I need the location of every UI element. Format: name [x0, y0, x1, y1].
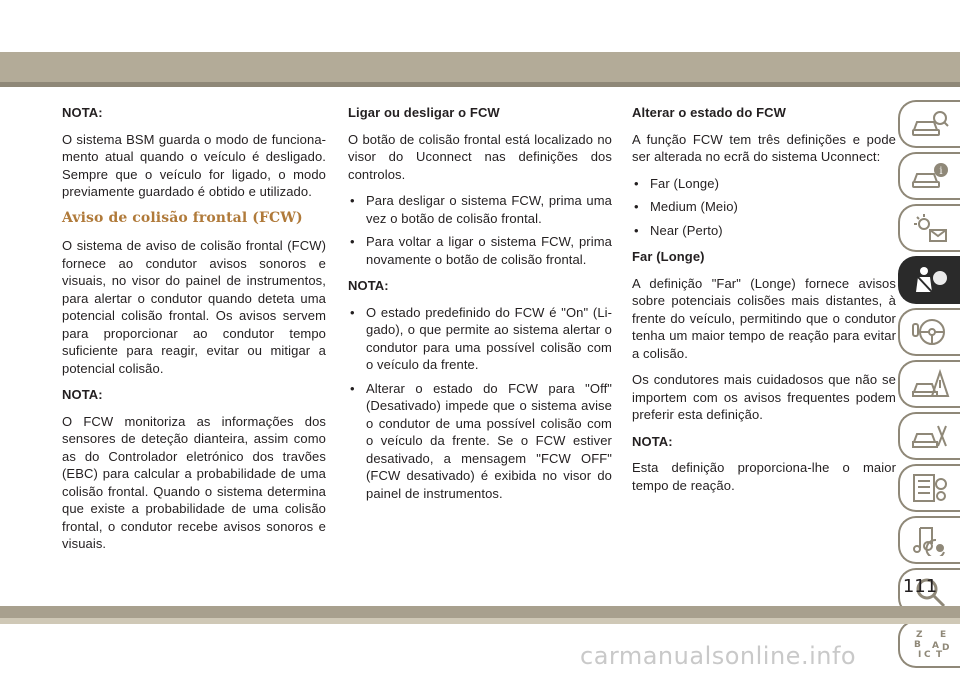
list-item-text: Near (Perto) [650, 222, 723, 238]
list-item-text: O estado predefinido do FCW é "On" (Ligado), o que permite ao sistema alertar o condutor para uma possível colisão com o veículo da frente. [366, 304, 612, 372]
top-band [0, 52, 960, 82]
list-item [348, 380, 612, 503]
list-item [632, 175, 896, 193]
bullet-icon: • [634, 222, 639, 238]
bottom-band [0, 606, 960, 618]
subheading: Alterar o estado do FCW [632, 105, 786, 120]
list-item [348, 304, 612, 374]
safety-airbag-icon [910, 264, 950, 296]
svg-text:Z: Z [916, 630, 923, 640]
svg-text:B: B [914, 640, 921, 650]
list-item [348, 192, 612, 227]
list-item [348, 233, 612, 268]
tab-car-search[interactable] [898, 100, 960, 148]
nota-label: NOTA: [348, 278, 389, 293]
maintenance-checklist-icon [910, 472, 950, 504]
alphabet-index-icon [910, 628, 950, 660]
bullet-icon: • [350, 304, 355, 320]
roadside-warning-icon [910, 368, 950, 400]
car-search-icon [910, 108, 950, 140]
bullet-icon: • [350, 234, 355, 249]
tab-roadside[interactable] [898, 360, 960, 408]
car-service-icon [910, 420, 950, 452]
svg-text:A: A [932, 641, 939, 651]
list-item [632, 198, 896, 216]
svg-text:C: C [924, 650, 931, 660]
bullet-icon: • [350, 193, 355, 208]
bullet-list [348, 192, 612, 268]
subheading: Far (Longe) [632, 249, 705, 264]
paragraph: Os condutores mais cuidadosos que não se importem com os avisos frequentes podem preferir esta definição. [632, 372, 896, 422]
nota-text: O FCW monitoriza as informações dos sensores de deteção dianteira, assim como as do Controlador eletrónico dos travões (EBC) para calcular a probabilidade de uma colisão frontal. Quando o sistema determina que existe a probabilidade de uma colisão frontal, o condutor recebe avisos sonoros e visuais. [62, 413, 326, 551]
section-heading: Aviso de colisão frontal (FCW) [62, 209, 303, 226]
list-item-text: Para voltar a ligar o sistema FCW, prima novamente o botão de colisão frontal. [366, 234, 612, 267]
bullet-icon: • [634, 199, 639, 214]
nota-text: Esta definição proporciona-lhe o maior tempo de reação. [632, 460, 896, 493]
tab-car-info[interactable] [898, 152, 960, 200]
steering-wheel-icon [910, 316, 950, 348]
svg-text:D: D [942, 643, 950, 653]
warning-lights-icon [910, 212, 950, 244]
list-item [632, 222, 896, 240]
page-number: 111 [902, 576, 938, 597]
nota-label: NOTA: [62, 387, 103, 402]
svg-text:i: i [939, 166, 943, 177]
paragraph: A definição "Far" (Longe) fornece avisos sobre potenciais colisões mais distantes, à frente do veículo, permitindo que o condutor tenha um maior tempo de reação para evitar a colisão. [632, 275, 896, 361]
nota-text: O sistema BSM guarda o modo de funcionamento atual quando o veículo é desligado. Sempre que o veículo for ligado, o modo previamente guardado é obtido e utilizado. [62, 131, 326, 199]
bullet-list [632, 175, 896, 240]
bullet-icon: • [634, 175, 639, 191]
tab-steering[interactable] [898, 308, 960, 356]
multimedia-icon [910, 524, 950, 556]
bullet-list [348, 304, 612, 503]
svg-text:I: I [918, 650, 922, 660]
car-info-icon [910, 160, 950, 192]
tab-alphabet-index[interactable] [898, 620, 960, 668]
tab-warning-lights[interactable] [898, 204, 960, 252]
paragraph: A função FCW tem três definições e pode ser alterada no ecrã do sistema Uconnect: [632, 131, 896, 164]
list-item-text: Para desligar o sistema FCW, prima uma vez o botão de colisão frontal. [366, 193, 612, 226]
top-band-shadow [0, 82, 960, 87]
tab-car-service[interactable] [898, 412, 960, 460]
column-2 [348, 104, 612, 511]
paragraph: O botão de colisão frontal está localizado no visor do Uconnect nas definições dos controlos. [348, 131, 612, 182]
bottom-band-light [0, 618, 960, 624]
list-item-text: Alterar o estado do FCW para "Off" (Desativado) impede que o sistema avise o condutor de uma possível colisão com o veículo da frente. Se o FCW estiver desativado, a mensagem "FCW OFF" (FCW desativado) é exibida no visor do painel de instrumentos. [366, 380, 612, 501]
column-3 [632, 104, 896, 503]
list-item-text: Far (Longe) [650, 175, 720, 191]
svg-text:E: E [940, 630, 947, 640]
tab-safety[interactable] [898, 256, 960, 304]
list-item-text: Medium (Meio) [650, 199, 738, 214]
bullet-icon: • [350, 380, 355, 396]
tab-maintenance[interactable] [898, 464, 960, 512]
paragraph: O sistema de aviso de colisão frontal (FCW) fornece ao condutor avisos sonoros e visuais, no visor do painel de instrumentos, para alertar o condutor quando deteta uma potencial colisão frontal. Os avisos servem para proporcionar ao condutor tempo suficiente para reagir, evitar ou mitigar a potencial colisão. [62, 238, 326, 376]
nota-label: NOTA: [632, 433, 673, 449]
column-1 [62, 104, 326, 562]
watermark: carmanualsonline.info [580, 642, 857, 670]
subheading: Ligar ou desligar o FCW [348, 105, 500, 120]
tab-multimedia[interactable] [898, 516, 960, 564]
svg-text:T: T [936, 650, 943, 660]
nota-label: NOTA: [62, 105, 103, 120]
